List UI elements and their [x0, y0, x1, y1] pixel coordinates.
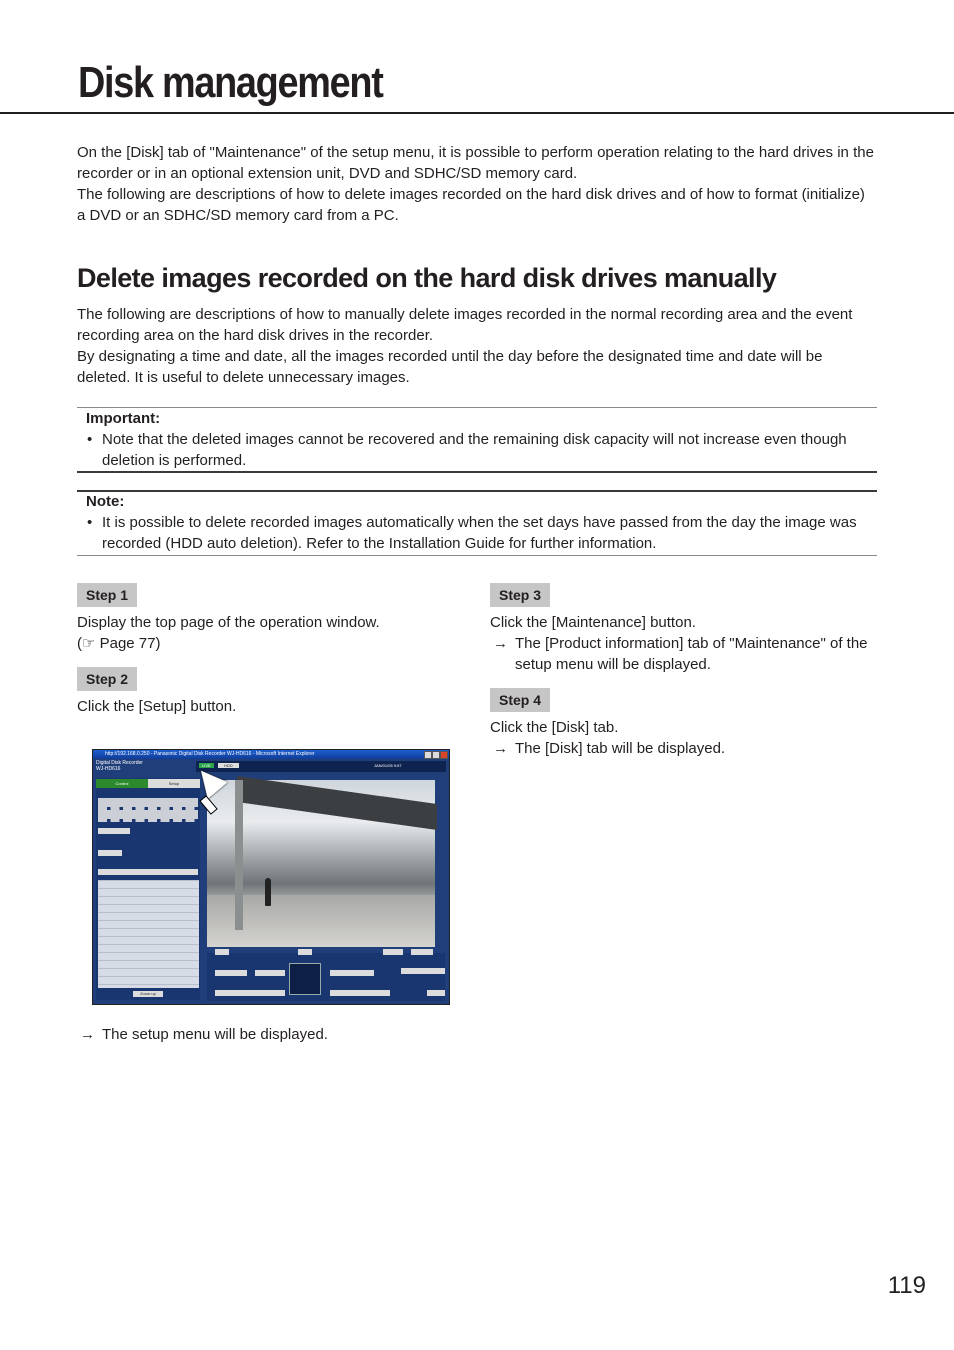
- recorder-brand: [96, 760, 143, 772]
- osd-button[interactable]: [383, 949, 403, 955]
- home-button[interactable]: [411, 949, 433, 955]
- important-bottom-rule: [77, 471, 877, 473]
- zoom-controls[interactable]: [215, 970, 247, 976]
- status-strip: [196, 761, 446, 772]
- intro-text: [77, 142, 877, 226]
- auto-mode-select[interactable]: [401, 968, 445, 974]
- multiscreen-buttons[interactable]: [98, 828, 130, 834]
- live-badge: LIVE: [199, 763, 214, 768]
- important-label: Important:: [86, 410, 161, 427]
- result-arrow-icon: →: [80, 1026, 95, 1043]
- page-number: 119: [887, 1272, 926, 1299]
- maximize-icon: [432, 751, 440, 759]
- step-2-result: [77, 1024, 457, 1045]
- list-controls[interactable]: [98, 869, 198, 875]
- step-4-result-text: The [Disk] tab will be displayed.: [515, 740, 726, 757]
- step-1-badge: Step 1: [77, 583, 137, 607]
- date-time-display: JAN/01/05 9:57: [374, 763, 402, 768]
- intro-paragraph-1: On the [Disk] tab of "Maintenance" of the setup menu, it is possible to perform operation relating to the hard drives in the recorder or in an optional extension unit, DVD and SDHC/SD memory card.: [77, 144, 874, 182]
- preset-controls[interactable]: [330, 990, 390, 996]
- step-4-result: [490, 738, 878, 759]
- close-icon: [440, 751, 448, 759]
- camera-select-grid[interactable]: [98, 798, 198, 822]
- section-title: Delete images recorded on the hard disk drives manually: [77, 263, 777, 293]
- step-1-text: Display the top page of the operation window.: [77, 614, 380, 631]
- note-item: • It is possible to delete recorded images automatically when the set days have passed from the day the image was recorded (HDD auto deletion). Refer to the Installation Guide for further information.: [77, 512, 877, 554]
- note-bottom-rule: [77, 555, 877, 556]
- next-button[interactable]: [298, 949, 312, 955]
- step-2-badge: Step 2: [77, 667, 137, 691]
- page-title: Disk management: [78, 58, 383, 107]
- left-column: [77, 583, 457, 717]
- live-camera-image: [207, 780, 435, 947]
- right-column: [490, 583, 878, 759]
- window-titlebar: [93, 750, 449, 759]
- section-intro: [77, 304, 877, 388]
- result-arrow-icon: →: [493, 740, 508, 757]
- note-box: [77, 491, 877, 554]
- important-item: • Note that the deleted images cannot be recovered and the remaining disk capacity will not increase even though deletion is performed.: [77, 429, 877, 471]
- step-3-text: Click the [Maintenance] button.: [490, 614, 696, 631]
- step-3-badge: Step 3: [490, 583, 550, 607]
- brightness-controls[interactable]: [330, 970, 374, 976]
- important-box: [77, 408, 877, 471]
- control-tab[interactable]: Control: [96, 779, 148, 788]
- step-2-result-block: [77, 1024, 457, 1045]
- station-roof: [237, 776, 437, 830]
- brand-line-2: WJ-HD616: [96, 766, 121, 772]
- brand-line-1: Digital Disk Recorder: [96, 760, 143, 766]
- minimize-icon: [424, 751, 432, 759]
- step-3-result-text: The [Product information] tab of "Maintenance" of the setup menu will be displayed.: [515, 635, 868, 673]
- person-figure: [265, 878, 271, 906]
- search-button[interactable]: [98, 850, 122, 856]
- step-4-text: Click the [Disk] tab.: [490, 719, 619, 736]
- step-3-result: [490, 633, 878, 675]
- operation-window-screenshot: [92, 749, 450, 1005]
- section-intro-paragraph-1: The following are descriptions of how to manually delete images recorded in the normal recording area and the event recording area on the hard disk drives in the recorder.: [77, 306, 853, 344]
- pan-tilt-pad[interactable]: [289, 963, 321, 995]
- title-rule: [0, 112, 954, 114]
- zoom-up-label: Zoom up: [140, 991, 156, 996]
- step-1-ref: (☞ Page 77): [77, 635, 161, 652]
- note-label: Note:: [86, 493, 125, 510]
- focus-controls[interactable]: [255, 970, 285, 976]
- intro-paragraph-2: The following are descriptions of how to delete images recorded on the hard disk drives and of how to format (initialize) a DVD or an SDHC/SD memory card from a PC.: [77, 186, 865, 224]
- step-2-text: Click the [Setup] button.: [77, 698, 237, 715]
- iris-controls[interactable]: [215, 990, 285, 996]
- open-menu-button[interactable]: [427, 990, 445, 996]
- recording-event-list[interactable]: [98, 880, 199, 988]
- station-pole: [235, 780, 243, 930]
- section-intro-paragraph-2: By designating a time and date, all the images recorded until the day before the designated time and date will be deleted. It is useful to delete unnecessary images.: [77, 348, 823, 386]
- setup-button[interactable]: Setup: [148, 779, 200, 788]
- window-title: http://192.168.0.250 - Panasonic Digital Disk Recorder WJ-HD616 - Microsoft Internet Explorer: [105, 751, 315, 757]
- prev-button[interactable]: [215, 949, 229, 955]
- step-4-badge: Step 4: [490, 688, 550, 712]
- step-2-result-text: The setup menu will be displayed.: [102, 1026, 328, 1043]
- result-arrow-icon: →: [493, 635, 508, 652]
- hdd-indicator: HDD: [218, 763, 239, 768]
- zoom-up-button[interactable]: [133, 991, 163, 997]
